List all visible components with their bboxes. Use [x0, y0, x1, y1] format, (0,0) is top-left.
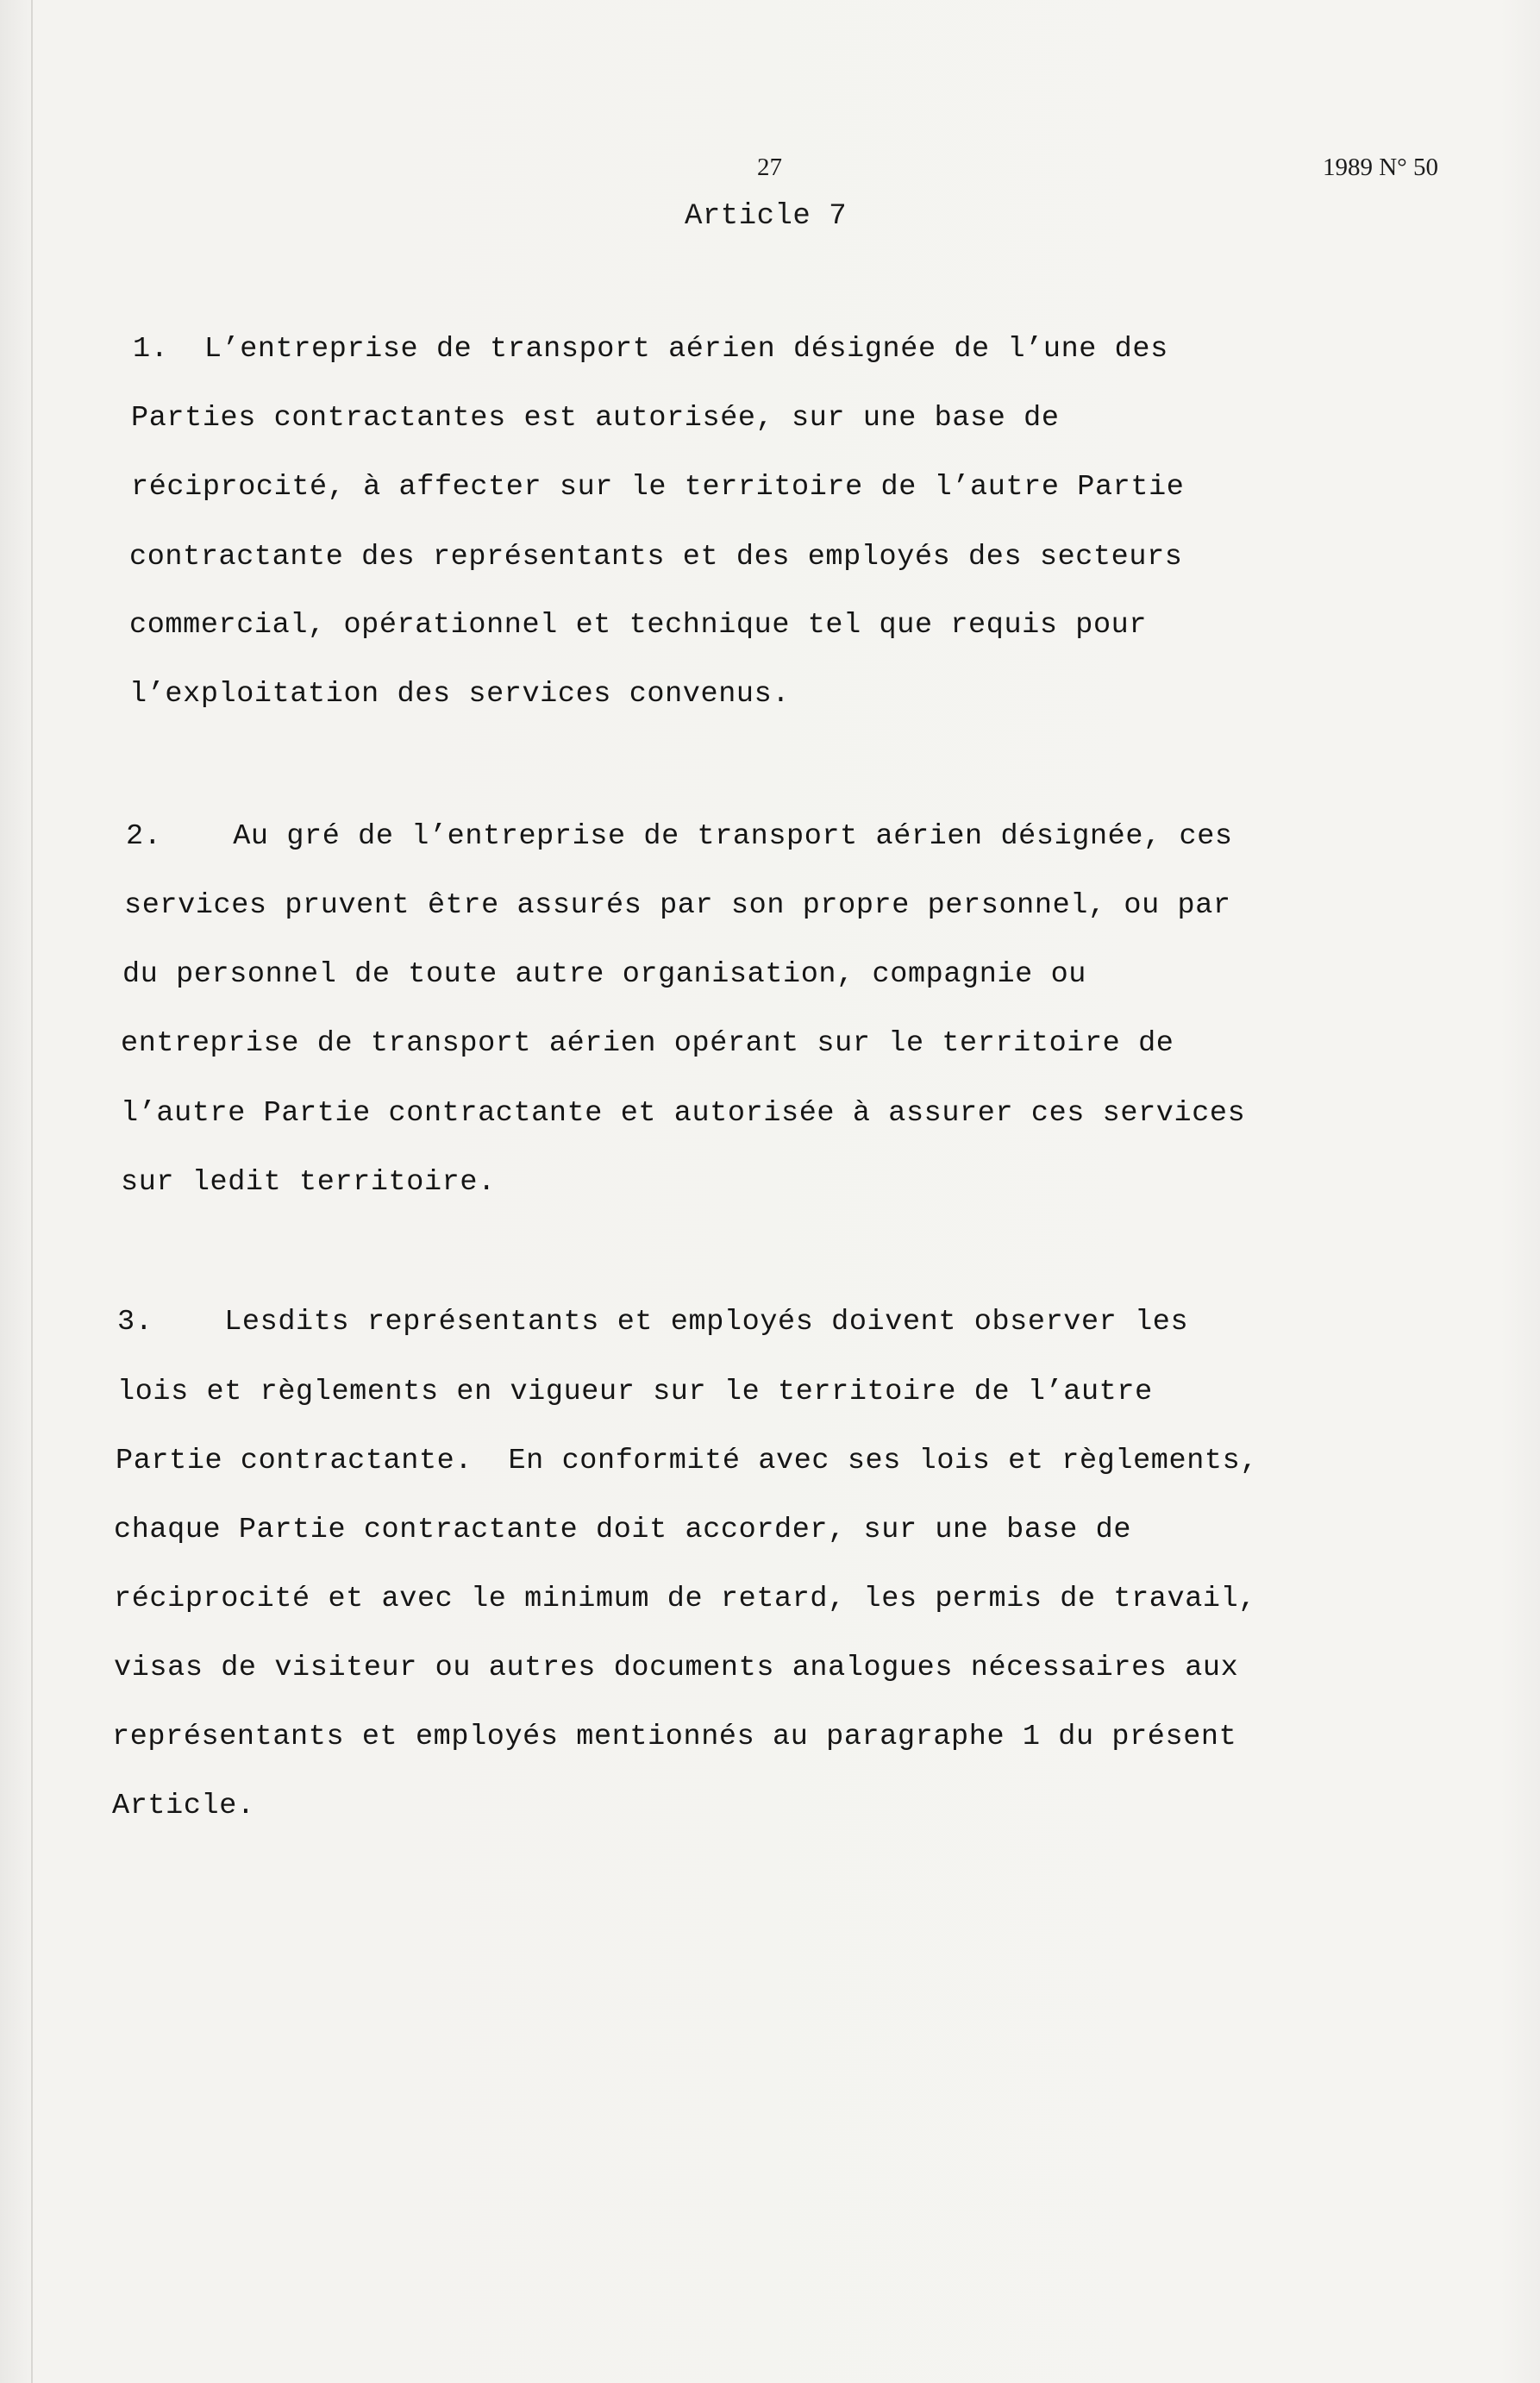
text-line: représentants et employés mentionnés au paragraphe 1 du présent: [112, 1721, 1237, 1753]
text-line: l’exploitation des services convenus.: [129, 678, 791, 711]
text-line: réciprocité, à affecter sur le territoire de l’autre Partie: [131, 471, 1185, 504]
text-line: l’autre Partie contractante et autorisée à assurer ces services: [121, 1097, 1246, 1130]
issue-reference: 1989 N° 50: [1322, 154, 1438, 181]
text-line: Article.: [112, 1790, 255, 1822]
text-line: Parties contractantes est autorisée, sur une base de: [131, 402, 1060, 435]
text-line: lois et règlements en vigueur sur le territoire de l’autre: [117, 1376, 1153, 1408]
text-line: 3. Lesdits représentants et employés doivent observer les: [117, 1306, 1189, 1339]
article-title: Article 7: [685, 200, 848, 233]
text-line: commercial, opérationnel et technique tel que requis pour: [129, 609, 1148, 642]
text-line: services pruvent être assurés par son propre personnel, ou par: [124, 889, 1231, 922]
text-line: contractante des représentants et des employés des secteurs: [129, 541, 1183, 574]
text-line: 1. L’entreprise de transport aérien désignée de l’une des: [133, 333, 1168, 366]
page-number: 27: [757, 154, 782, 181]
text-line: 2. Au gré de l’entreprise de transport aérien désignée, ces: [126, 820, 1233, 853]
page-header: [0, 154, 1540, 188]
text-line: réciprocité et avec le minimum de retard, les permis de travail,: [114, 1583, 1257, 1615]
text-line: sur ledit territoire.: [121, 1166, 496, 1199]
page-edge: [31, 0, 33, 2383]
text-line: visas de visiteur ou autres documents analogues nécessaires aux: [114, 1652, 1239, 1684]
text-line: Partie contractante. En conformité avec ses lois et règlements,: [116, 1445, 1259, 1477]
text-line: chaque Partie contractante doit accorder, sur une base de: [114, 1514, 1132, 1546]
text-line: entreprise de transport aérien opérant sur le territoire de: [121, 1027, 1174, 1060]
text-line: du personnel de toute autre organisation, compagnie ou: [122, 958, 1086, 991]
